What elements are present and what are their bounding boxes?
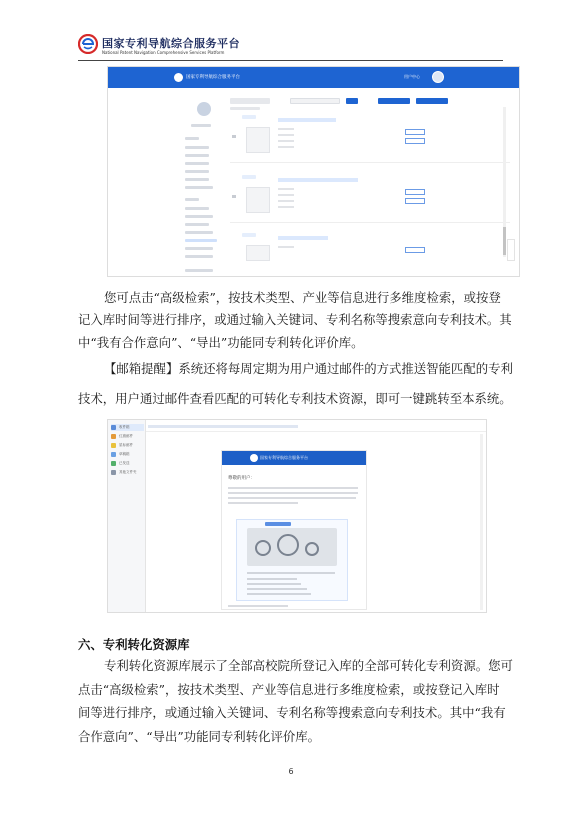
mail-logo-icon [250,454,258,462]
sidebar-item[interactable] [185,215,213,218]
sidebar-section [185,198,199,201]
user-center-link[interactable]: 用户中心 [404,74,420,79]
mail-body [221,450,367,610]
sort-select[interactable] [230,98,270,104]
page-number: 6 [288,767,294,776]
mail-folder[interactable]: 红旗邮件 [111,433,144,440]
mail-folder[interactable]: 草稿箱 [111,451,144,458]
paragraph-resource-library: 专利转化资源库展示了全部高校院所登记入库的全部可转化专利资源。您可 点击“高级检索”，按技术类型、产业等信息进行多维度检索，或按登记入库时 间等进行排序，或通过输入关键词、专利名称等搜索意向专利技术。其中“我有 合作意向”、“导出”功能同专利转化评价库。 [78,658,513,744]
user-avatar[interactable] [432,71,444,83]
sidebar-section [185,137,199,140]
sidebar-item[interactable] [185,146,209,149]
sidebar-item[interactable] [185,223,209,226]
advanced-search-button[interactable] [378,98,410,104]
cooperate-button[interactable] [405,198,425,204]
search-button[interactable] [346,98,358,104]
section-heading: 六、专利转化资源库 [78,637,190,652]
mail-folder[interactable]: 已发送 [111,460,144,467]
floating-help-button[interactable] [507,239,515,261]
app-title: 国家专利导航综合服务平台 [186,75,240,80]
sidebar-item-active[interactable] [185,239,217,242]
result-list [230,95,515,275]
patent-thumbnail [246,245,270,261]
scrollbar[interactable] [480,434,483,610]
sidebar-item[interactable] [185,162,209,165]
app-logo-icon [174,73,183,82]
result-card[interactable] [230,175,510,223]
patent-thumbnail [246,127,270,153]
mail-sidebar [108,420,146,613]
sidebar-item[interactable] [185,255,213,258]
detail-button[interactable] [405,129,425,135]
detail-button[interactable] [405,189,425,195]
sidebar-item[interactable] [185,269,213,272]
export-button[interactable] [416,98,448,104]
detail-button[interactable] [405,247,425,253]
platform-list-screenshot [107,66,520,277]
mail-banner [222,451,366,465]
mail-folder-inbox[interactable]: 收件箱 [111,424,144,431]
brand-name-cn: 国家专利导航综合服务平台 [102,37,240,50]
paragraph-search-features: 您可点击“高级检索”，按技术类型、产业等信息进行多维度检索，或按登 记入库时间等进行排序，或通过输入关键词、专利名称等搜索意向专利技术。其 中“我有合作意向”、“导出”功能同专利转化评价库。 [78,290,512,350]
recommended-patent-card[interactable] [236,519,348,601]
paragraph-email-reminder: 【邮箱提醒】系统还将每周定期为用户通过邮件的方式推送智能匹配的专利 技术，用户通过邮件查看匹配的可转化专利技术资源，即可一键跳转至本系统。 [78,361,513,406]
sidebar-item[interactable] [185,154,209,157]
app-sidebar [183,92,223,276]
patent-tag [265,522,291,526]
mail-folder[interactable]: 星标邮件 [111,442,144,449]
sidebar-item[interactable] [185,207,209,210]
cooperate-button[interactable] [405,138,425,144]
scrollbar[interactable] [503,107,506,257]
mail-banner-title: 国家专利导航综合服务平台 [260,455,308,460]
sidebar-username [191,124,211,127]
result-count [230,107,260,110]
result-card[interactable] [230,233,510,271]
mail-greeting: 尊敬的用户： [228,476,255,481]
sidebar-item[interactable] [185,186,213,189]
mail-folder[interactable]: 其他文件夹 [111,469,144,476]
sidebar-avatar [197,102,211,116]
patent-thumbnail [246,187,270,213]
patent-platform-logo-icon [78,34,98,54]
patent-image [247,528,337,566]
mail-subject [148,425,298,428]
brand-name-en: National Patent Navigation Comprehensive Services Platform [102,50,225,55]
sidebar-item[interactable] [185,178,209,181]
sidebar-item[interactable] [185,170,209,173]
search-input[interactable] [290,98,340,104]
header-divider [78,60,503,61]
sidebar-item[interactable] [185,247,213,250]
sidebar-item[interactable] [185,231,213,234]
app-topbar [108,67,519,88]
mail-subject-bar [146,420,486,432]
result-card[interactable] [230,115,510,163]
email-screenshot [107,419,487,613]
